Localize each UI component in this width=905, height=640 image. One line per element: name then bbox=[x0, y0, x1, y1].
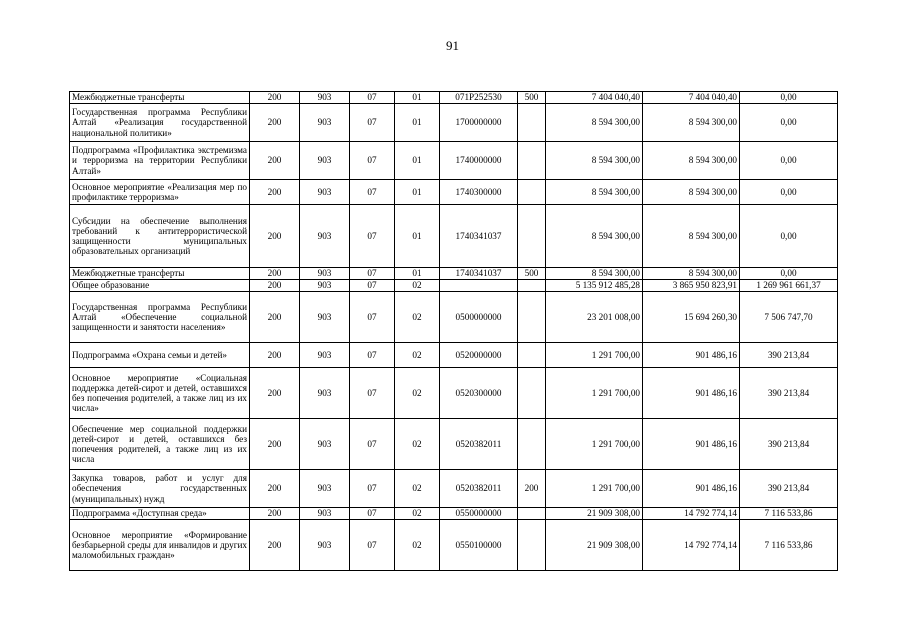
dept-code-cell: 903 bbox=[300, 520, 350, 571]
subsection-code-cell: 02 bbox=[395, 419, 440, 470]
page-number: 91 bbox=[446, 38, 459, 53]
expense-type-cell: 500 bbox=[518, 92, 546, 104]
row-name-cell: Закупка товаров, работ и услуг для обеспечения государственных (муниципальных) нужд bbox=[70, 470, 250, 508]
target-article-cell: 0520382011 bbox=[440, 419, 518, 470]
amount-regional-cell: 0,00 bbox=[740, 92, 838, 104]
expense-type-cell: 200 bbox=[518, 470, 546, 508]
row-name-cell: Государственная программа Республики Алтай «Реализация государственной национальной политики» bbox=[70, 104, 250, 142]
section-code-cell: 07 bbox=[350, 508, 395, 520]
section-code-cell: 07 bbox=[350, 268, 395, 280]
row-name-cell: Подпрограмма «Доступная среда» bbox=[70, 508, 250, 520]
amount-regional-cell: 390 213,84 bbox=[740, 419, 838, 470]
dept-code-cell: 903 bbox=[300, 268, 350, 280]
admin-code-cell: 200 bbox=[250, 520, 300, 571]
amount-regional-cell: 7 116 533,86 bbox=[740, 508, 838, 520]
dept-code-cell: 903 bbox=[300, 343, 350, 368]
amount-total-cell: 21 909 308,00 bbox=[546, 520, 643, 571]
section-code-cell: 07 bbox=[350, 205, 395, 268]
section-code-cell: 07 bbox=[350, 419, 395, 470]
amount-federal-cell: 14 792 774,14 bbox=[643, 520, 740, 571]
table-row bbox=[70, 104, 838, 142]
amount-total-cell: 1 291 700,00 bbox=[546, 470, 643, 508]
amount-total-cell: 8 594 300,00 bbox=[546, 205, 643, 268]
amount-federal-cell: 901 486,16 bbox=[643, 470, 740, 508]
dept-code-cell: 903 bbox=[300, 419, 350, 470]
target-article-cell bbox=[440, 280, 518, 292]
row-name-cell: Межбюджетные трансферты bbox=[70, 92, 250, 104]
admin-code-cell: 200 bbox=[250, 180, 300, 205]
section-code-cell: 07 bbox=[350, 104, 395, 142]
table-row bbox=[70, 508, 838, 520]
expense-type-cell bbox=[518, 292, 546, 343]
admin-code-cell: 200 bbox=[250, 368, 300, 419]
amount-regional-cell: 390 213,84 bbox=[740, 470, 838, 508]
admin-code-cell: 200 bbox=[250, 343, 300, 368]
budget-table bbox=[69, 91, 838, 571]
amount-federal-cell: 15 694 260,30 bbox=[643, 292, 740, 343]
amount-regional-cell: 390 213,84 bbox=[740, 343, 838, 368]
dept-code-cell: 903 bbox=[300, 508, 350, 520]
row-name-cell: Основное мероприятие «Реализация мер по профилактике терроризма» bbox=[70, 180, 250, 205]
amount-regional-cell: 1 269 961 661,37 bbox=[740, 280, 838, 292]
expense-type-cell bbox=[518, 280, 546, 292]
amount-total-cell: 23 201 008,00 bbox=[546, 292, 643, 343]
amount-federal-cell: 8 594 300,00 bbox=[643, 180, 740, 205]
subsection-code-cell: 01 bbox=[395, 92, 440, 104]
amount-regional-cell: 0,00 bbox=[740, 180, 838, 205]
section-code-cell: 07 bbox=[350, 368, 395, 419]
table-row bbox=[70, 292, 838, 343]
amount-total-cell: 7 404 040,40 bbox=[546, 92, 643, 104]
dept-code-cell: 903 bbox=[300, 205, 350, 268]
target-article-cell: 0550100000 bbox=[440, 520, 518, 571]
target-article-cell: 0550000000 bbox=[440, 508, 518, 520]
table-row bbox=[70, 142, 838, 180]
section-code-cell: 07 bbox=[350, 470, 395, 508]
target-article-cell: 071P252530 bbox=[440, 92, 518, 104]
amount-regional-cell: 0,00 bbox=[740, 268, 838, 280]
amount-total-cell: 8 594 300,00 bbox=[546, 268, 643, 280]
target-article-cell: 1740300000 bbox=[440, 180, 518, 205]
expense-type-cell bbox=[518, 142, 546, 180]
expense-type-cell bbox=[518, 368, 546, 419]
subsection-code-cell: 02 bbox=[395, 508, 440, 520]
amount-federal-cell: 8 594 300,00 bbox=[643, 142, 740, 180]
expense-type-cell bbox=[518, 520, 546, 571]
amount-total-cell: 1 291 700,00 bbox=[546, 368, 643, 419]
row-name-cell: Подпрограмма «Охрана семьи и детей» bbox=[70, 343, 250, 368]
expense-type-cell bbox=[518, 419, 546, 470]
subsection-code-cell: 01 bbox=[395, 205, 440, 268]
subsection-code-cell: 02 bbox=[395, 368, 440, 419]
row-name-cell: Подпрограмма «Профилактика экстремизма и терроризма на территории Республики Алтай» bbox=[70, 142, 250, 180]
subsection-code-cell: 01 bbox=[395, 268, 440, 280]
subsection-code-cell: 02 bbox=[395, 520, 440, 571]
amount-total-cell: 1 291 700,00 bbox=[546, 419, 643, 470]
row-name-cell: Основное мероприятие «Формирование безбарьерной среды для инвалидов и других маломобильных граждан» bbox=[70, 520, 250, 571]
section-code-cell: 07 bbox=[350, 292, 395, 343]
expense-type-cell bbox=[518, 343, 546, 368]
expense-type-cell bbox=[518, 104, 546, 142]
expense-type-cell: 500 bbox=[518, 268, 546, 280]
row-name-cell: Межбюджетные трансферты bbox=[70, 268, 250, 280]
table-row bbox=[70, 368, 838, 419]
target-article-cell: 0520382011 bbox=[440, 470, 518, 508]
section-code-cell: 07 bbox=[350, 520, 395, 571]
dept-code-cell: 903 bbox=[300, 142, 350, 180]
row-name-cell: Основное мероприятие «Социальная поддержка детей-сирот и детей, оставшихся без попечения родителей, а также лиц из их числа» bbox=[70, 368, 250, 419]
row-name-cell: Государственная программа Республики Алтай «Обеспечение социальной защищенности и занятости населения» bbox=[70, 292, 250, 343]
amount-regional-cell: 7 116 533,86 bbox=[740, 520, 838, 571]
table-row bbox=[70, 280, 838, 292]
table-row bbox=[70, 343, 838, 368]
table-row bbox=[70, 419, 838, 470]
target-article-cell: 1740341037 bbox=[440, 205, 518, 268]
subsection-code-cell: 01 bbox=[395, 180, 440, 205]
amount-regional-cell: 7 506 747,70 bbox=[740, 292, 838, 343]
table-row bbox=[70, 92, 838, 104]
target-article-cell: 0500000000 bbox=[440, 292, 518, 343]
subsection-code-cell: 02 bbox=[395, 292, 440, 343]
table-row bbox=[70, 180, 838, 205]
amount-total-cell: 5 135 912 485,28 bbox=[546, 280, 643, 292]
amount-total-cell: 8 594 300,00 bbox=[546, 104, 643, 142]
admin-code-cell: 200 bbox=[250, 268, 300, 280]
amount-total-cell: 21 909 308,00 bbox=[546, 508, 643, 520]
dept-code-cell: 903 bbox=[300, 470, 350, 508]
admin-code-cell: 200 bbox=[250, 292, 300, 343]
target-article-cell: 0520000000 bbox=[440, 343, 518, 368]
subsection-code-cell: 02 bbox=[395, 280, 440, 292]
amount-federal-cell: 901 486,16 bbox=[643, 343, 740, 368]
subsection-code-cell: 02 bbox=[395, 343, 440, 368]
amount-total-cell: 8 594 300,00 bbox=[546, 142, 643, 180]
table-body bbox=[70, 92, 838, 571]
section-code-cell: 07 bbox=[350, 280, 395, 292]
table-row bbox=[70, 470, 838, 508]
amount-federal-cell: 8 594 300,00 bbox=[643, 104, 740, 142]
admin-code-cell: 200 bbox=[250, 419, 300, 470]
target-article-cell: 1700000000 bbox=[440, 104, 518, 142]
section-code-cell: 07 bbox=[350, 142, 395, 180]
dept-code-cell: 903 bbox=[300, 292, 350, 343]
amount-regional-cell: 0,00 bbox=[740, 104, 838, 142]
section-code-cell: 07 bbox=[350, 92, 395, 104]
amount-regional-cell: 390 213,84 bbox=[740, 368, 838, 419]
amount-federal-cell: 901 486,16 bbox=[643, 368, 740, 419]
dept-code-cell: 903 bbox=[300, 368, 350, 419]
row-name-cell: Общее образование bbox=[70, 280, 250, 292]
amount-total-cell: 1 291 700,00 bbox=[546, 343, 643, 368]
admin-code-cell: 200 bbox=[250, 205, 300, 268]
admin-code-cell: 200 bbox=[250, 470, 300, 508]
amount-total-cell: 8 594 300,00 bbox=[546, 180, 643, 205]
section-code-cell: 07 bbox=[350, 180, 395, 205]
expense-type-cell bbox=[518, 508, 546, 520]
subsection-code-cell: 01 bbox=[395, 142, 440, 180]
amount-federal-cell: 14 792 774,14 bbox=[643, 508, 740, 520]
target-article-cell: 1740000000 bbox=[440, 142, 518, 180]
amount-federal-cell: 7 404 040,40 bbox=[643, 92, 740, 104]
amount-federal-cell: 8 594 300,00 bbox=[643, 268, 740, 280]
subsection-code-cell: 02 bbox=[395, 470, 440, 508]
section-code-cell: 07 bbox=[350, 343, 395, 368]
admin-code-cell: 200 bbox=[250, 142, 300, 180]
amount-regional-cell: 0,00 bbox=[740, 205, 838, 268]
dept-code-cell: 903 bbox=[300, 92, 350, 104]
target-article-cell: 0520300000 bbox=[440, 368, 518, 419]
dept-code-cell: 903 bbox=[300, 180, 350, 205]
dept-code-cell: 903 bbox=[300, 104, 350, 142]
table-row bbox=[70, 268, 838, 280]
admin-code-cell: 200 bbox=[250, 280, 300, 292]
admin-code-cell: 200 bbox=[250, 92, 300, 104]
dept-code-cell: 903 bbox=[300, 280, 350, 292]
row-name-cell: Обеспечение мер социальной поддержки детей-сирот и детей, оставшихся без попечения родителей, а также лиц из их числа bbox=[70, 419, 250, 470]
table-row bbox=[70, 520, 838, 571]
admin-code-cell: 200 bbox=[250, 508, 300, 520]
row-name-cell: Субсидии на обеспечение выполнения требований к антитеррористической защищенности муниципальных образовательных организаций bbox=[70, 205, 250, 268]
admin-code-cell: 200 bbox=[250, 104, 300, 142]
amount-federal-cell: 901 486,16 bbox=[643, 419, 740, 470]
expense-type-cell bbox=[518, 205, 546, 268]
target-article-cell: 1740341037 bbox=[440, 268, 518, 280]
subsection-code-cell: 01 bbox=[395, 104, 440, 142]
amount-federal-cell: 3 865 950 823,91 bbox=[643, 280, 740, 292]
amount-federal-cell: 8 594 300,00 bbox=[643, 205, 740, 268]
amount-regional-cell: 0,00 bbox=[740, 142, 838, 180]
expense-type-cell bbox=[518, 180, 546, 205]
table-row bbox=[70, 205, 838, 268]
